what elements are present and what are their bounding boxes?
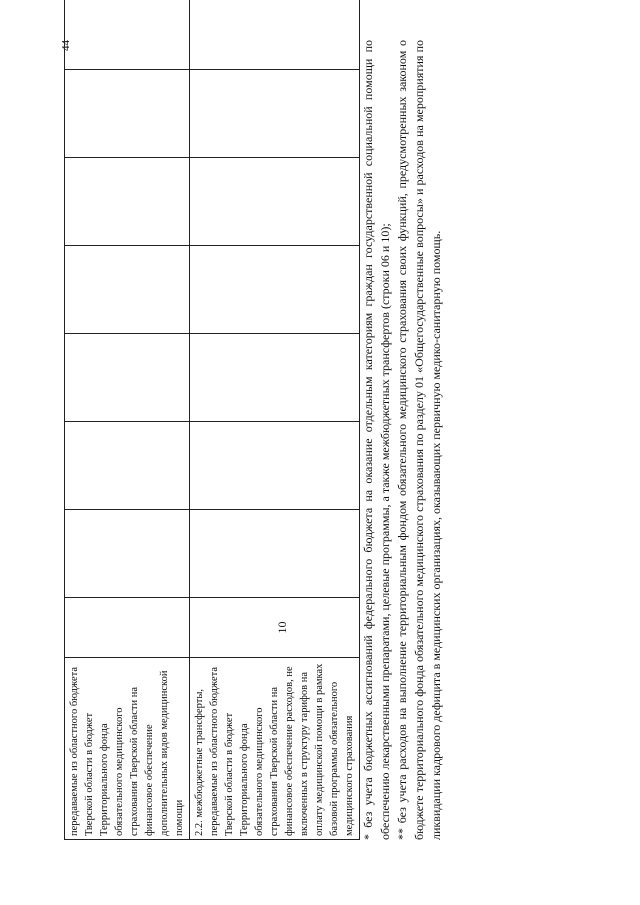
value-cell xyxy=(65,246,190,334)
table-row xyxy=(190,0,360,840)
value-cell xyxy=(190,246,360,334)
budget-table xyxy=(64,0,360,840)
footnote-2: ** без учета расходов на выполнение территориальным фондом обязательного медицинского страхования своих функций, предусмотренных законом о бюджете территориального фонда обязательного медицинского страхования по разделу 01 «Общегосударственные вопросы» и расходов на мероприятия по ликвидации кадрового дефицита в медицинских организациях, оказывающих первичную медико-санитарную помощь. xyxy=(395,40,443,840)
value-cell xyxy=(65,334,190,422)
value-cell xyxy=(65,158,190,246)
value-cell xyxy=(65,510,190,598)
value-cell xyxy=(190,422,360,510)
row-name-cell: 2.2. межбюджетные трансферты, передаваемые из областного бюджета Тверской области в бюджет Территориального фонда обязательного медицинского страхования Тверской области на финансовое обеспечение расходов, не включенных в структуру тарифов на оплату медицинской помощи в рамках базовой программы обязательного медицинского страхования xyxy=(190,658,360,840)
value-cell xyxy=(65,422,190,510)
value-cell xyxy=(190,0,360,70)
footnotes xyxy=(360,40,445,840)
row-name-cell: передаваемые из областного бюджета Тверской области в бюджет Территориального фонда обязательного медицинского страхования Тверской области на финансовое обеспечение дополнительных видов медицинской помощи xyxy=(65,658,190,840)
value-cell xyxy=(190,158,360,246)
value-cell xyxy=(65,70,190,158)
footnote-1: * без учета бюджетных ассигнований федерального бюджета на оказание отдельным категориям граждан государственной социальной помощи по обеспечению лекарственными препаратами, целевые программы, а также межбюджетных трансфертов (строки 06 и 10); xyxy=(361,40,392,840)
page-number: 44 xyxy=(60,40,72,51)
value-cell xyxy=(190,510,360,598)
value-cell xyxy=(65,0,190,70)
table-row xyxy=(65,0,190,840)
row-code-cell xyxy=(65,598,190,658)
value-cell xyxy=(190,334,360,422)
row-code-cell: 10 xyxy=(190,598,360,658)
value-cell xyxy=(190,70,360,158)
rotated-content xyxy=(60,40,500,840)
